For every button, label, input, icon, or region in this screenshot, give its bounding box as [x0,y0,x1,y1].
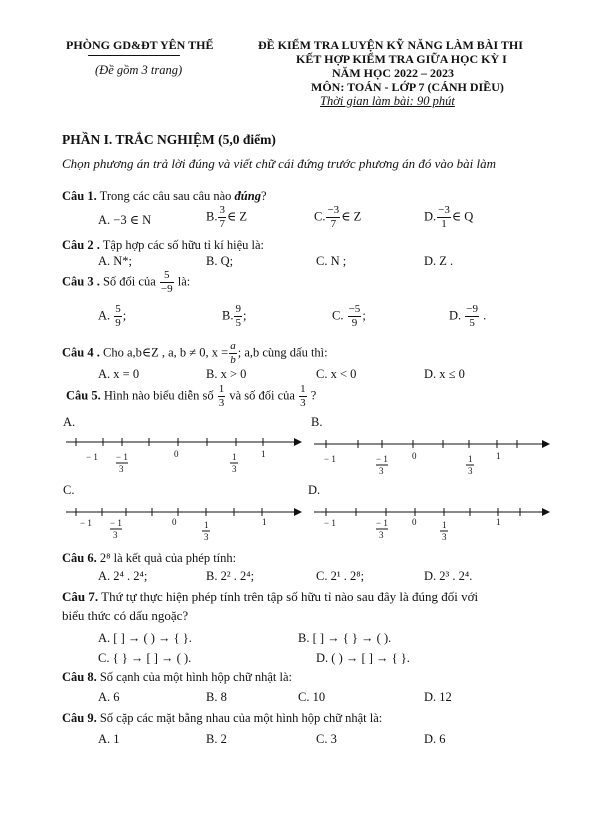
q8-option-c: C. 10 [298,690,326,704]
tick-zero: 0 [172,517,177,527]
duration: Thời gian làm bài: 90 phút [320,94,455,108]
q7-option-a: A. [ ] → ( ) → { }. [98,631,192,645]
tick-neg-third-den: 3 [379,466,384,476]
tick-third-num: 1 [468,454,473,464]
part1-title: PHẦN I. TRẮC NGHIỆM (5,0 điểm) [62,132,276,147]
q3-option-a: A. $\frac{5}{9}$ ; [98,303,127,329]
number-line-b [310,436,550,482]
question-5: Câu 5. Hình nào biểu diễn số $\frac{1}{3}$ và số đối của $\frac{1}{3}$ ? [66,383,317,409]
school-year: NĂM HỌC 2022 – 2023 [332,66,454,80]
q5-option-a-label: A. [63,415,76,429]
tick-third-den: 3 [232,464,237,474]
tick-one: 1 [496,517,501,527]
tick-neg-third-num: − 1 [116,452,128,462]
q8-option-a: A. 6 [98,690,120,704]
q6-option-b: B. 2² . 2⁴; [206,569,255,583]
pages-note: (Đề gồm 3 trang) [95,63,183,77]
question-2: Câu 2 . Tập hợp các số hữu tỉ kí hiệu là: [62,238,265,252]
question-1: Câu 1. Trong các câu sau câu nào đúng? [62,189,267,203]
tick-neg-third-num: − 1 [110,518,122,528]
tick-third-den: 3 [204,532,209,542]
q4-option-d: D. x ≤ 0 [424,367,465,381]
q1-option-a: A. −3 ∈ N [98,213,152,227]
tick-zero: 0 [174,449,179,459]
tick-neg-one: − 1 [80,518,92,528]
tick-one: 1 [261,449,266,459]
tick-neg-third-num: − 1 [376,454,388,464]
number-line-a [62,434,302,480]
q7-option-b: B. [ ] → { } → ( ). [298,631,392,645]
tick-third-num: 1 [204,520,209,530]
q2-option-d: D. Z . [424,254,454,268]
question-4: Câu 4 . Cho a,b∈Z , a, b ≠ 0, x = $\frac{a}{b}$ ; a,b cùng dấu thì: [62,340,328,366]
q9-option-d: D. 6 [424,732,446,746]
q3-option-c: C. $\frac{-5}{9}$ ; [332,303,366,329]
tick-neg-third-den: 3 [379,530,384,540]
office-name: PHÒNG GD&ĐT YÊN THẾ [66,38,214,52]
exam-title-line-1: ĐỀ KIỂM TRA LUYỆN KỸ NĂNG LÀM BÀI THI [258,38,523,52]
tick-neg-third-num: − 1 [376,518,388,528]
number-line-c [62,504,302,550]
q5-option-c-label: C. [63,483,75,497]
q1-option-b: B. $\frac{3}{7}$ ∈ Z [206,204,247,230]
number-line-d [310,504,550,550]
question-3: Câu 3 . Số đối của $\frac{5}{-9}$ là: [62,269,191,295]
tick-neg-one: − 1 [86,452,98,462]
q5-option-d-label: D. [308,483,321,497]
tick-neg-third-den: 3 [113,530,118,540]
q2-option-b: B. Q; [206,254,234,268]
tick-neg-third-den: 3 [119,464,124,474]
q8-option-d: D. 12 [424,690,452,704]
q7-option-d: D. ( ) → [ ] → { }. [316,651,410,665]
question-6: Câu 6. 2⁸ là kết quả của phép tính: [62,551,237,565]
tick-third-den: 3 [468,466,473,476]
question-8: Câu 8. Số cạnh của một hình hộp chữ nhật là: [62,670,293,684]
tick-third-num: 1 [232,452,237,462]
tick-neg-one: − 1 [324,518,336,528]
exam-title-line-2: KẾT HỢP KIỂM TRA GIỮA HỌC KỲ I [296,52,507,66]
q4-option-c: C. x < 0 [316,367,357,381]
header-divider [88,55,180,56]
q4-option-b: B. x > 0 [206,367,247,381]
tick-third-num: 1 [442,520,447,530]
q6-option-d: D. 2³ . 2⁴. [424,569,473,583]
tick-third-den: 3 [442,532,447,542]
tick-neg-one: − 1 [324,454,336,464]
q6-option-a: A. 2⁴ . 2⁴; [98,569,148,583]
tick-one: 1 [496,451,501,461]
q5-option-b-label: B. [311,415,323,429]
q2-option-c: C. N ; [316,254,347,268]
question-7-line-2: biểu thức có dấu ngoặc? [62,608,189,623]
q4-option-a: A. x = 0 [98,367,140,381]
question-9: Câu 9. Số cặp các mặt bằng nhau của một hình hộp chữ nhật là: [62,711,383,725]
q6-option-c: C. 2¹ . 2⁸; [316,569,365,583]
q9-option-b: B. 2 [206,732,227,746]
q3-option-d: D. $\frac{-9}{5}$ . [449,303,487,329]
part1-instruction: Chọn phương án trả lời đúng và viết chữ cái đứng trước phương án đó vào bài làm [62,156,497,171]
q1-option-d: D. $\frac{-3}{1}$ ∈ Q [424,204,474,230]
question-7: Câu 7. Thứ tự thực hiện phép tính trên tập số hữu tỉ nào sau đây là đúng đối với [62,589,479,604]
q9-option-c: C. 3 [316,732,337,746]
q9-option-a: A. 1 [98,732,120,746]
tick-zero: 0 [412,517,417,527]
q1-option-c: C. $\frac{-3}{7}$ ∈ Z [314,204,362,230]
q7-option-c: C. { } → [ ] → ( ). [98,651,192,665]
q2-option-a: A. N*; [98,254,133,268]
q8-option-b: B. 8 [206,690,227,704]
tick-zero: 0 [412,451,417,461]
tick-one: 1 [262,517,267,527]
subject: MÔN: TOÁN - LỚP 7 (CÁNH DIỀU) [311,80,504,94]
q3-option-b: B. $\frac{9}{5}$ ; [222,303,247,329]
